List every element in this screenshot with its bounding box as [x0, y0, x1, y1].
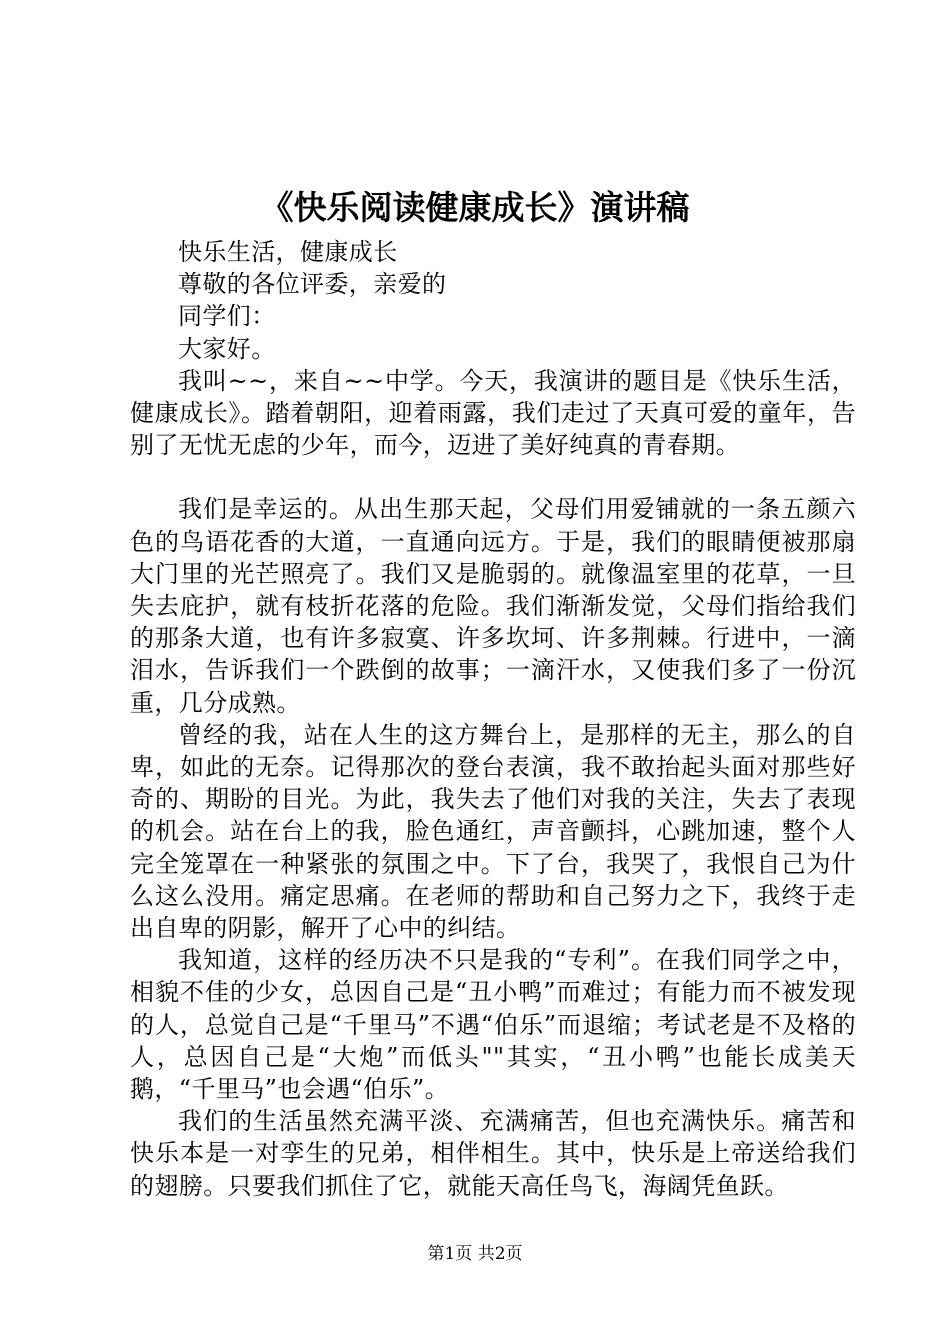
body-paragraph: 曾经的我，站在人生的这方舞台上，是那样的无主，那么的自卑，如此的无奈。记得那次的登台表演，我不敢抬起头面对那些好奇的、期盼的目光。为此，我失去了他们对我的关注，失去了表现的机会。站在台上的我，脸色通红，声音颤抖，心跳加速，整个人完全笼罩在一种紧张的氛围之中。下了台，我哭了，我恨自己为什么这么没用。痛定思痛。在老师的帮助和自己努力之下，我终于走出自卑的阴影，解开了心中的纠结。 — [130, 720, 856, 943]
body-paragraph: 我知道，这样的经历决不只是我的“专利”。在我们同学之中，相貌不佳的少女，总因自己是“丑小鸭”而难过；有能力而不被发现的人，总觉自己是“千里马”不遇“伯乐”而退缩；考试老是不及格的人，总因自己是“大炮”而低头""其实，“丑小鸭”也能长成美天鹅，“千里马”也会遇“伯乐”。 — [130, 946, 856, 1104]
salutation-line: 同学们： — [178, 302, 276, 331]
subtitle-line: 快乐生活，健康成长 — [178, 238, 398, 266]
document-body — [130, 236, 856, 1202]
salutation-line: 尊敬的各位评委，亲爱的 — [178, 270, 447, 299]
greeting-line: 大家好。 — [178, 334, 276, 363]
page-footer: 第1页 共2页 — [427, 1244, 523, 1264]
document-title: 《快乐阅读健康成长》演讲稿 — [260, 188, 690, 227]
body-paragraph: 我们的生活虽然充满平淡、充满痛苦，但也充满快乐。痛苦和快乐本是一对孪生的兄弟，相伴相生。其中，快乐是上帝送给我们的翅膀。只要我们抓住了它，就能天高任鸟飞，海阔凭鱼跃。 — [130, 1107, 856, 1200]
body-paragraph: 我们是幸运的。从出生那天起，父母们用爱铺就的一条五颜六色的鸟语花香的大道，一直通向远方。于是，我们的眼睛便被那扇大门里的光芒照亮了。我们又是脆弱的。就像温室里的花草，一旦失去庇护，就有枝折花落的危险。我们渐渐发觉，父母们指给我们的那条大道，也有许多寂寞、许多坎坷、许多荆棘。行进中，一滴泪水，告诉我们一个跌倒的故事；一滴汗水，又使我们多了一份沉重，几分成熟。 — [130, 495, 856, 717]
body-paragraph: 我叫~~，来自~~中学。今天，我演讲的题目是《快乐生活，健康成长》。踏着朝阳，迎着雨露，我们走过了天真可爱的童年，告别了无忧无虑的少年，而今，迈进了美好纯真的青春期。 — [130, 366, 856, 460]
